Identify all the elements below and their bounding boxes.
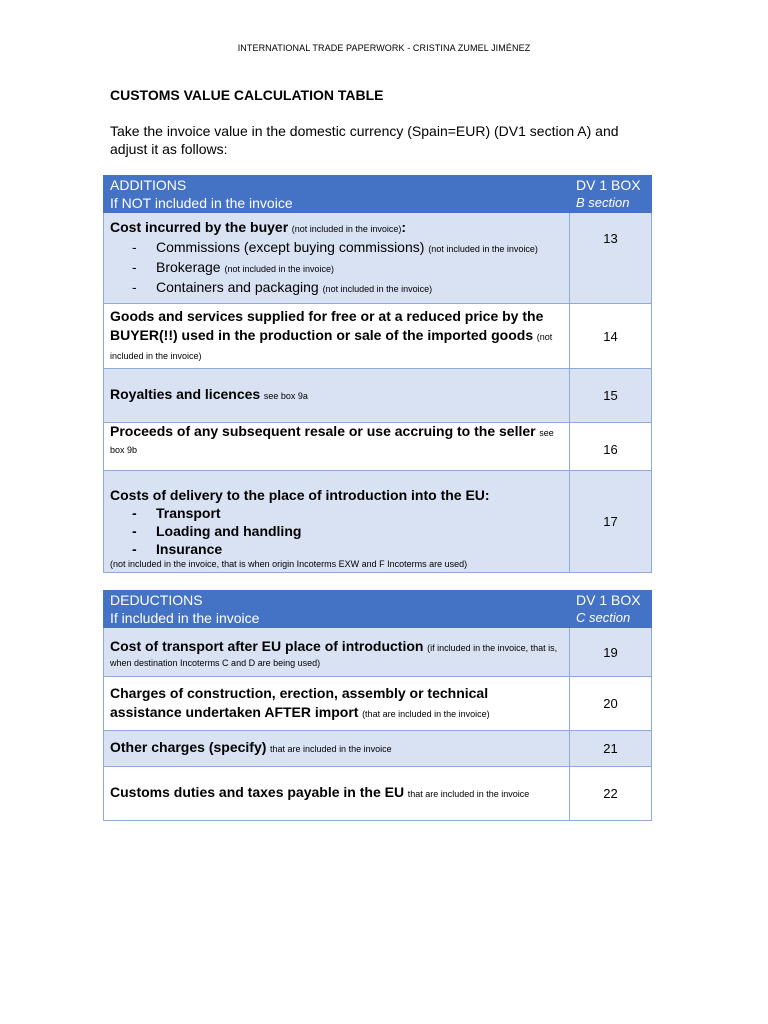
table-row <box>104 423 652 471</box>
row-description <box>104 369 570 423</box>
intro-paragraph: Take the invoice value in the domestic currency (Spain=EUR) (DV1 section A) and adjust it as follows: <box>110 123 619 157</box>
table-row <box>104 731 652 767</box>
additions-box-header-cell <box>570 176 652 213</box>
box-number: 15 <box>570 369 652 423</box>
box-number: 16 <box>570 423 652 471</box>
row-description <box>104 628 570 677</box>
deductions-box-heading: DV 1 BOX <box>576 592 641 608</box>
list-item: - Containers and packaging (not included in the invoice) <box>132 278 563 298</box>
box-number: 19 <box>570 628 652 677</box>
bullet-list <box>132 238 563 298</box>
row-description <box>104 213 570 304</box>
row-description <box>104 304 570 369</box>
row-description <box>104 731 570 767</box>
row-main-text: Cost of transport after EU place of introduction <box>110 637 424 654</box>
row-note: (not included in the invoice) <box>110 332 553 361</box>
row-main-text: Royalties and licences <box>110 386 261 402</box>
row-colon: : <box>401 218 407 235</box>
deductions-subheading: If included in the invoice <box>110 610 260 626</box>
additions-subheading: If NOT included in the invoice <box>110 195 293 211</box>
deductions-table <box>103 590 652 821</box>
additions-table <box>103 175 652 573</box>
bullet-list <box>132 504 563 558</box>
row-description <box>104 471 570 573</box>
table-row <box>104 767 652 821</box>
deductions-header-cell <box>104 591 570 628</box>
row-main-text: Other charges (specify) <box>110 739 267 755</box>
table-row <box>104 213 652 304</box>
row-note: that are included in the invoice <box>270 744 392 754</box>
box-number: 13 <box>570 213 652 304</box>
row-description <box>104 767 570 821</box>
box-number: 22 <box>570 767 652 821</box>
additions-header-row <box>104 176 652 213</box>
table-row <box>104 471 652 573</box>
row-note: (that are included in the invoice) <box>362 709 490 719</box>
row-main-text: Charges of construction, erection, assembly or technical assistance undertaken AFTER import <box>110 685 489 720</box>
row-main-text: Costs of delivery to the place of introduction into the EU: <box>110 487 490 503</box>
row-main-text: Cost incurred by the buyer <box>110 218 289 235</box>
list-item: - Transport <box>132 504 563 522</box>
row-description <box>104 423 570 471</box>
row-main-text: Goods and services supplied for free or at a reduced price by the BUYER(!!) used in the production or sale of the imported goods <box>110 308 544 343</box>
additions-box-section: B section <box>576 195 630 210</box>
list-item: - Insurance <box>132 540 563 558</box>
box-number: 21 <box>570 731 652 767</box>
document-title: CUSTOMS VALUE CALCULATION TABLE <box>110 87 384 103</box>
row-note: that are included in the invoice <box>407 789 530 799</box>
box-number: 14 <box>570 304 652 369</box>
table-row <box>104 369 652 423</box>
list-item: - Commissions (except buying commissions) (not included in the invoice) <box>132 238 563 258</box>
deductions-box-header-cell <box>570 591 652 628</box>
row-description <box>104 677 570 731</box>
row-main-text: Customs duties and taxes payable in the EU <box>110 784 405 800</box>
table-row <box>104 304 652 369</box>
deductions-box-section: C section <box>576 610 631 625</box>
deductions-header-row <box>104 591 652 628</box>
additions-heading: ADDITIONS <box>110 177 187 193</box>
row-note: (not included in the invoice) <box>291 223 402 234</box>
list-item: - Loading and handling <box>132 522 563 540</box>
deductions-heading: DEDUCTIONS <box>110 592 203 608</box>
box-number: 17 <box>570 471 652 573</box>
row-note: (if included in the invoice, that is, when destination Incoterms C and D are being used) <box>110 642 558 668</box>
additions-header-cell <box>104 176 570 213</box>
box-number: 20 <box>570 677 652 731</box>
row-note: see box 9b <box>110 428 554 455</box>
list-item: - Brokerage (not included in the invoice) <box>132 258 563 278</box>
table-row <box>104 628 652 677</box>
page-header: INTERNATIONAL TRADE PAPERWORK - CRISTINA ZUMEL JIMÉNEZ <box>237 43 531 53</box>
row-main-text: Proceeds of any subsequent resale or use accruing to the seller <box>110 423 536 439</box>
row-note: (not included in the invoice, that is when origin Incoterms EXW and F Incoterms are used) <box>110 559 468 569</box>
table-row <box>104 677 652 731</box>
additions-box-heading: DV 1 BOX <box>576 177 641 193</box>
row-note: see box 9a <box>263 391 308 401</box>
